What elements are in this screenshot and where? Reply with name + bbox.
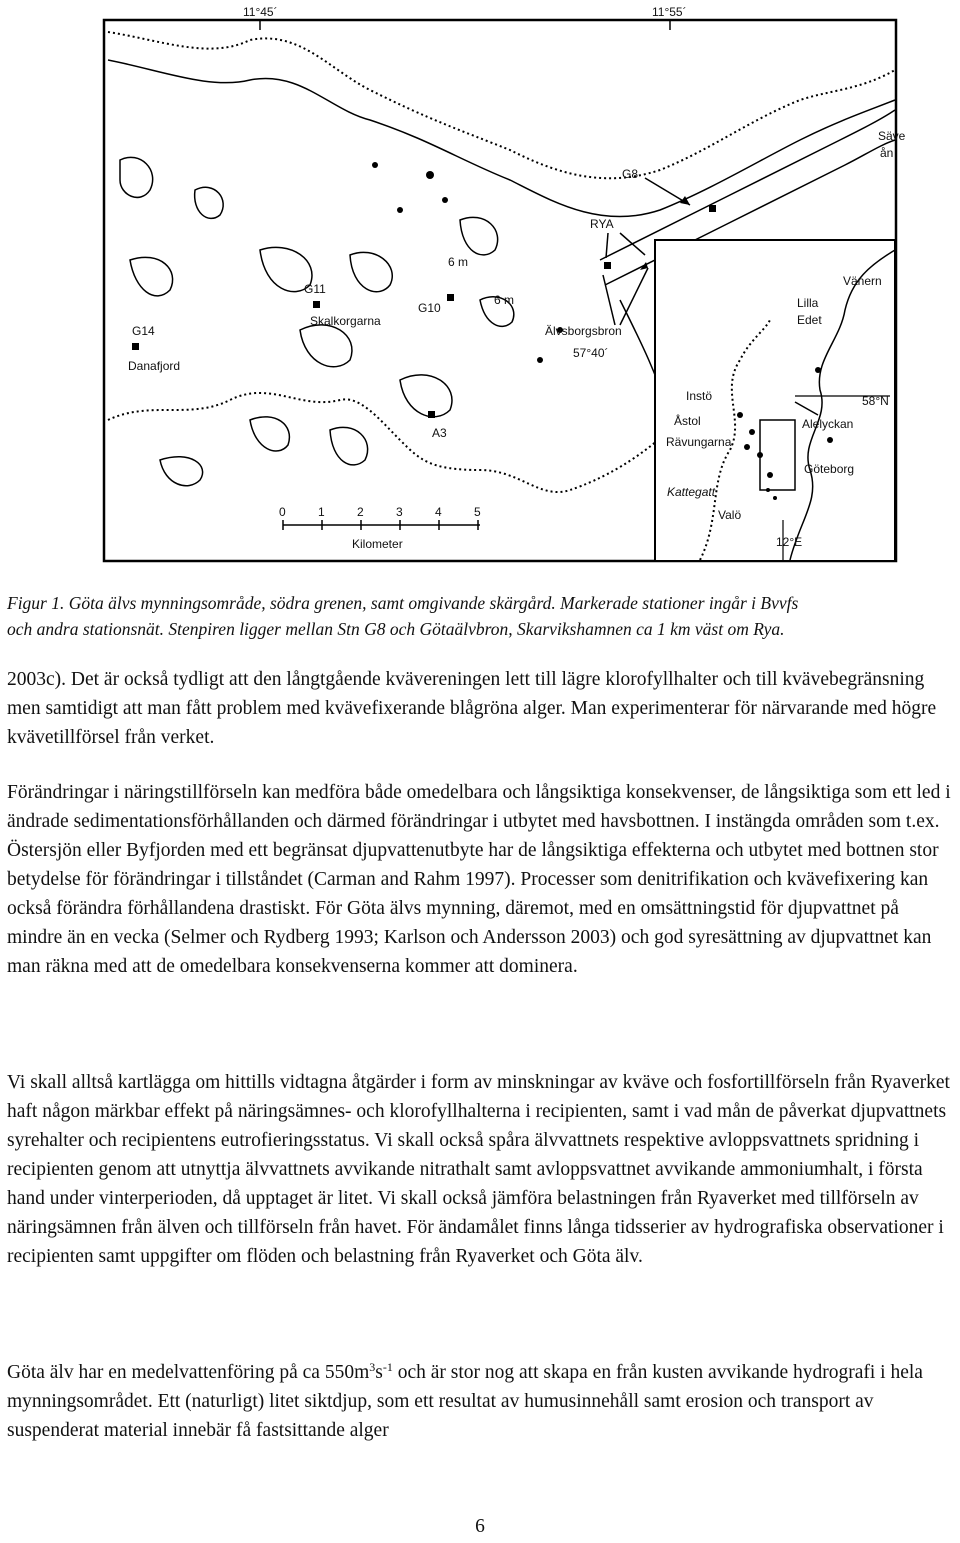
depth-label-1: 6 m — [448, 255, 469, 269]
lon-label-2: 11°55´ — [652, 5, 687, 19]
p4-sup-2: -1 — [382, 1360, 393, 1374]
paragraph-2: Förändringar i näringstillförseln kan medföra både omedelbara och långsiktiga konsekvenser, de långsiktiga som ett led i ändrade sedimentationsförhållanden och därmed förändringar i utbytet med havsbottnen. I instängda områden som t.ex. Östersjön eller Byfjorden med ett begränsat djupvattenutbyte har de långsiktiga effekterna och utbytet med bottnen stor betydelse för förändringar i tillståndet (Carman and Rahm 1997). Processer som denitrifikation och kvävefixering kan också förändra förhållandena drastiskt. För Göta älvs mynning, däremot, med en omsättningstid för djupvattnet på mindre än en vecka (Selmer och Rydberg 1993; Karlson och Andersson 2003) och god syresättning av djupvattnet kan man räkna med att de omedelbara konsekvenserna kommer att dominera. — [7, 782, 951, 977]
lon-label-1: 11°45´ — [243, 5, 278, 19]
paragraph-3: Vi skall alltså kartlägga om hittills vidtagna åtgärder i form av minskningar av kväve och fosfortillförseln från Ryaverket haft någon märkbar effekt på näringsämnes- och klorofyllhalterna i recipienten, samt i vad mån de påverkat djupvattnets syrehalter och recipientens eutrofieringsstatus. Vi skall också spåra älvvattnets respektive avloppsvattnets spridning i recipienten genom att utnyttja älvvattnets avvikande nitrathalt samt avloppsvattnet avvikande ammoniumhalt, i första hand under vinterperioden, då upptaget är litet. Vi skall också jämföra belastningen från Ryaverket med tillförseln av näringsämnen från älven och tillförseln från havet. För ändamålet finns långa tidsserier av hydrografiska observationer i recipienten samt uppgifter om flöden och belastning från Ryaverket och Göta älv. — [7, 1072, 950, 1267]
label-insto: Instö — [686, 389, 713, 403]
label-save-an: ån — [880, 146, 894, 160]
label-g14: G14 — [132, 324, 155, 338]
depth-label-2: 6 m — [494, 293, 515, 307]
label-alelyckan: Alelyckan — [802, 417, 854, 431]
scale-tick-3: 3 — [396, 505, 403, 519]
station-g8-marker — [709, 205, 716, 212]
figure-caption — [7, 590, 957, 642]
label-kattegatt: Kattegatt — [667, 485, 716, 499]
p4-sup-1: 3 — [369, 1360, 376, 1374]
scale-tick-5: 5 — [474, 505, 481, 519]
station-a3-marker — [428, 411, 435, 418]
label-a3: A3 — [432, 426, 447, 440]
station-g14-marker — [132, 343, 139, 350]
label-rya: RYA — [590, 217, 614, 231]
label-g10: G10 — [418, 301, 441, 315]
caption-line-2: och andra stationsnät. Stenpiren ligger mellan Stn G8 och Götaälvbron, Skarvikshamnen ca 1 km väst om Rya. — [7, 619, 785, 639]
label-astol: Åstol — [674, 414, 701, 428]
label-ravungarna: Rävungarna — [666, 435, 732, 449]
p4-text-b: s — [375, 1362, 383, 1383]
scale-tick-0: 0 — [279, 505, 286, 519]
label-valo: Valö — [718, 508, 742, 522]
p4-text-c: och är stor nog att skapa en från kusten avvikande hydrografi i hela mynningsområdet. Ett (naturligt) litet siktdjup, som ett resultat av humusinnehåll samt erosion och transport av suspenderat material innebär få fastsittande alger — [7, 1362, 923, 1441]
label-goteborg: Göteborg — [804, 462, 855, 476]
station-rya-marker — [604, 262, 611, 269]
label-save: Säve — [878, 129, 906, 143]
estuary-map — [100, 0, 906, 568]
label-danafjord: Danafjord — [128, 359, 181, 373]
label-edet: Edet — [797, 313, 822, 327]
caption-line-1: Figur 1. Göta älvs mynningsområde, södra grenen, samt omgivande skärgård. Markerade stationer ingår i Bvvfs — [7, 593, 799, 613]
label-lilla: Lilla — [797, 296, 819, 310]
label-lon-12e: 12°E — [776, 535, 803, 549]
label-g11: G11 — [304, 282, 326, 296]
label-alvsborgsbron: Älvsborgsbron — [545, 324, 622, 338]
label-lat-58n: 58°N — [862, 394, 889, 408]
scale-label: Kilometer — [352, 537, 403, 551]
scale-tick-2: 2 — [357, 505, 364, 519]
label-lat-5740: 57°40´ — [573, 346, 609, 360]
paragraph-4 — [7, 1358, 957, 1445]
station-g11-marker — [313, 301, 320, 308]
p4-text-a: Göta älv har en medelvattenföring på ca 550m — [7, 1362, 370, 1383]
label-g8: G8 — [622, 167, 639, 181]
scale-tick-4: 4 — [435, 505, 442, 519]
station-g10-marker — [447, 294, 454, 301]
paragraph-1: 2003c). Det är också tydligt att den långtgående kvävereningen lett till lägre klorofyllhalter och till kvävebegränsning men samtidigt att man fått problem med kvävefixerande blågröna alger. Man experimenterar för närvarande med högre kvävetillförsel från verket. — [7, 669, 937, 748]
label-skalkorgarna: Skalkorgarna — [310, 314, 381, 328]
label-vanern: Vänern — [843, 274, 882, 288]
page-number: 6 — [475, 1516, 485, 1537]
scale-tick-1: 1 — [318, 505, 325, 519]
